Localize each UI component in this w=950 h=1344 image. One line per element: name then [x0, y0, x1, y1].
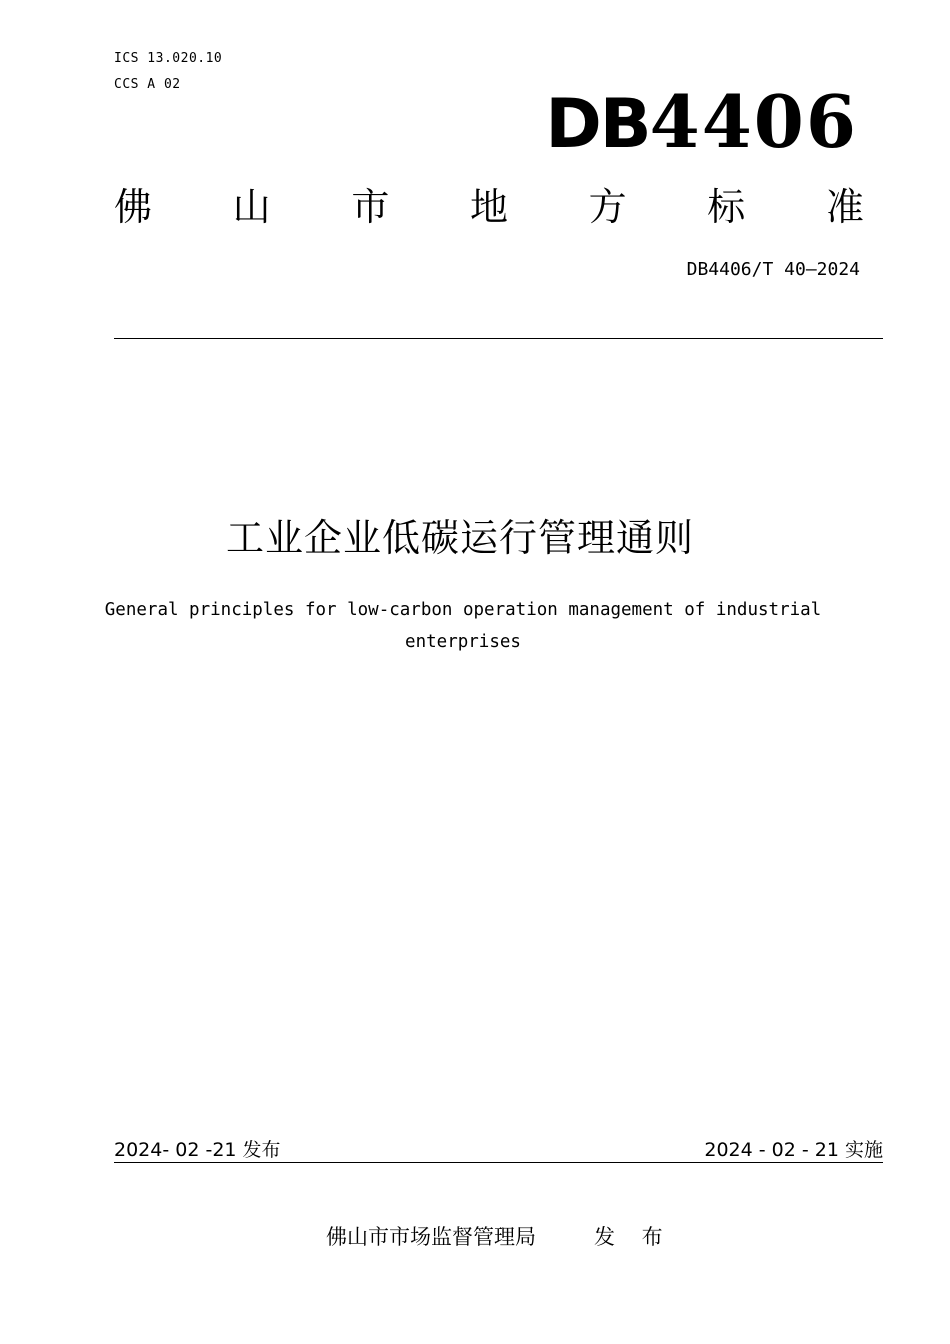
- standard-category: [114, 180, 864, 234]
- footer-divider: [114, 1162, 883, 1163]
- issuer-name: 佛山市市场监督管理局: [326, 1225, 536, 1249]
- ics-code: ICS 13.020.10: [114, 51, 223, 66]
- publish-date: 2024- 02 -21 发布: [114, 1139, 281, 1161]
- standard-code: DB4406/T 40—2024: [686, 259, 860, 280]
- title-chinese: 工业企业低碳运行管理通则: [225, 516, 694, 560]
- category-char: 佛: [114, 185, 153, 229]
- header-divider: [114, 338, 883, 339]
- db-logo: [545, 79, 858, 165]
- issue-label: 发 布: [594, 1225, 673, 1249]
- implement-date: 2024 - 02 - 21 实施: [704, 1139, 883, 1161]
- category-char: 准: [825, 185, 864, 229]
- category-char: 市: [351, 185, 390, 229]
- ccs-code: CCS A 02: [114, 77, 181, 92]
- category-char: 方: [588, 185, 627, 229]
- logo-number: 4406: [649, 79, 858, 164]
- title-english: General principles for low-carbon operation management of industrial enterprises: [104, 600, 822, 652]
- category-char: 标: [707, 185, 746, 229]
- category-char: 山: [232, 185, 271, 229]
- logo-prefix: DB: [545, 85, 650, 164]
- category-char: 地: [469, 185, 508, 229]
